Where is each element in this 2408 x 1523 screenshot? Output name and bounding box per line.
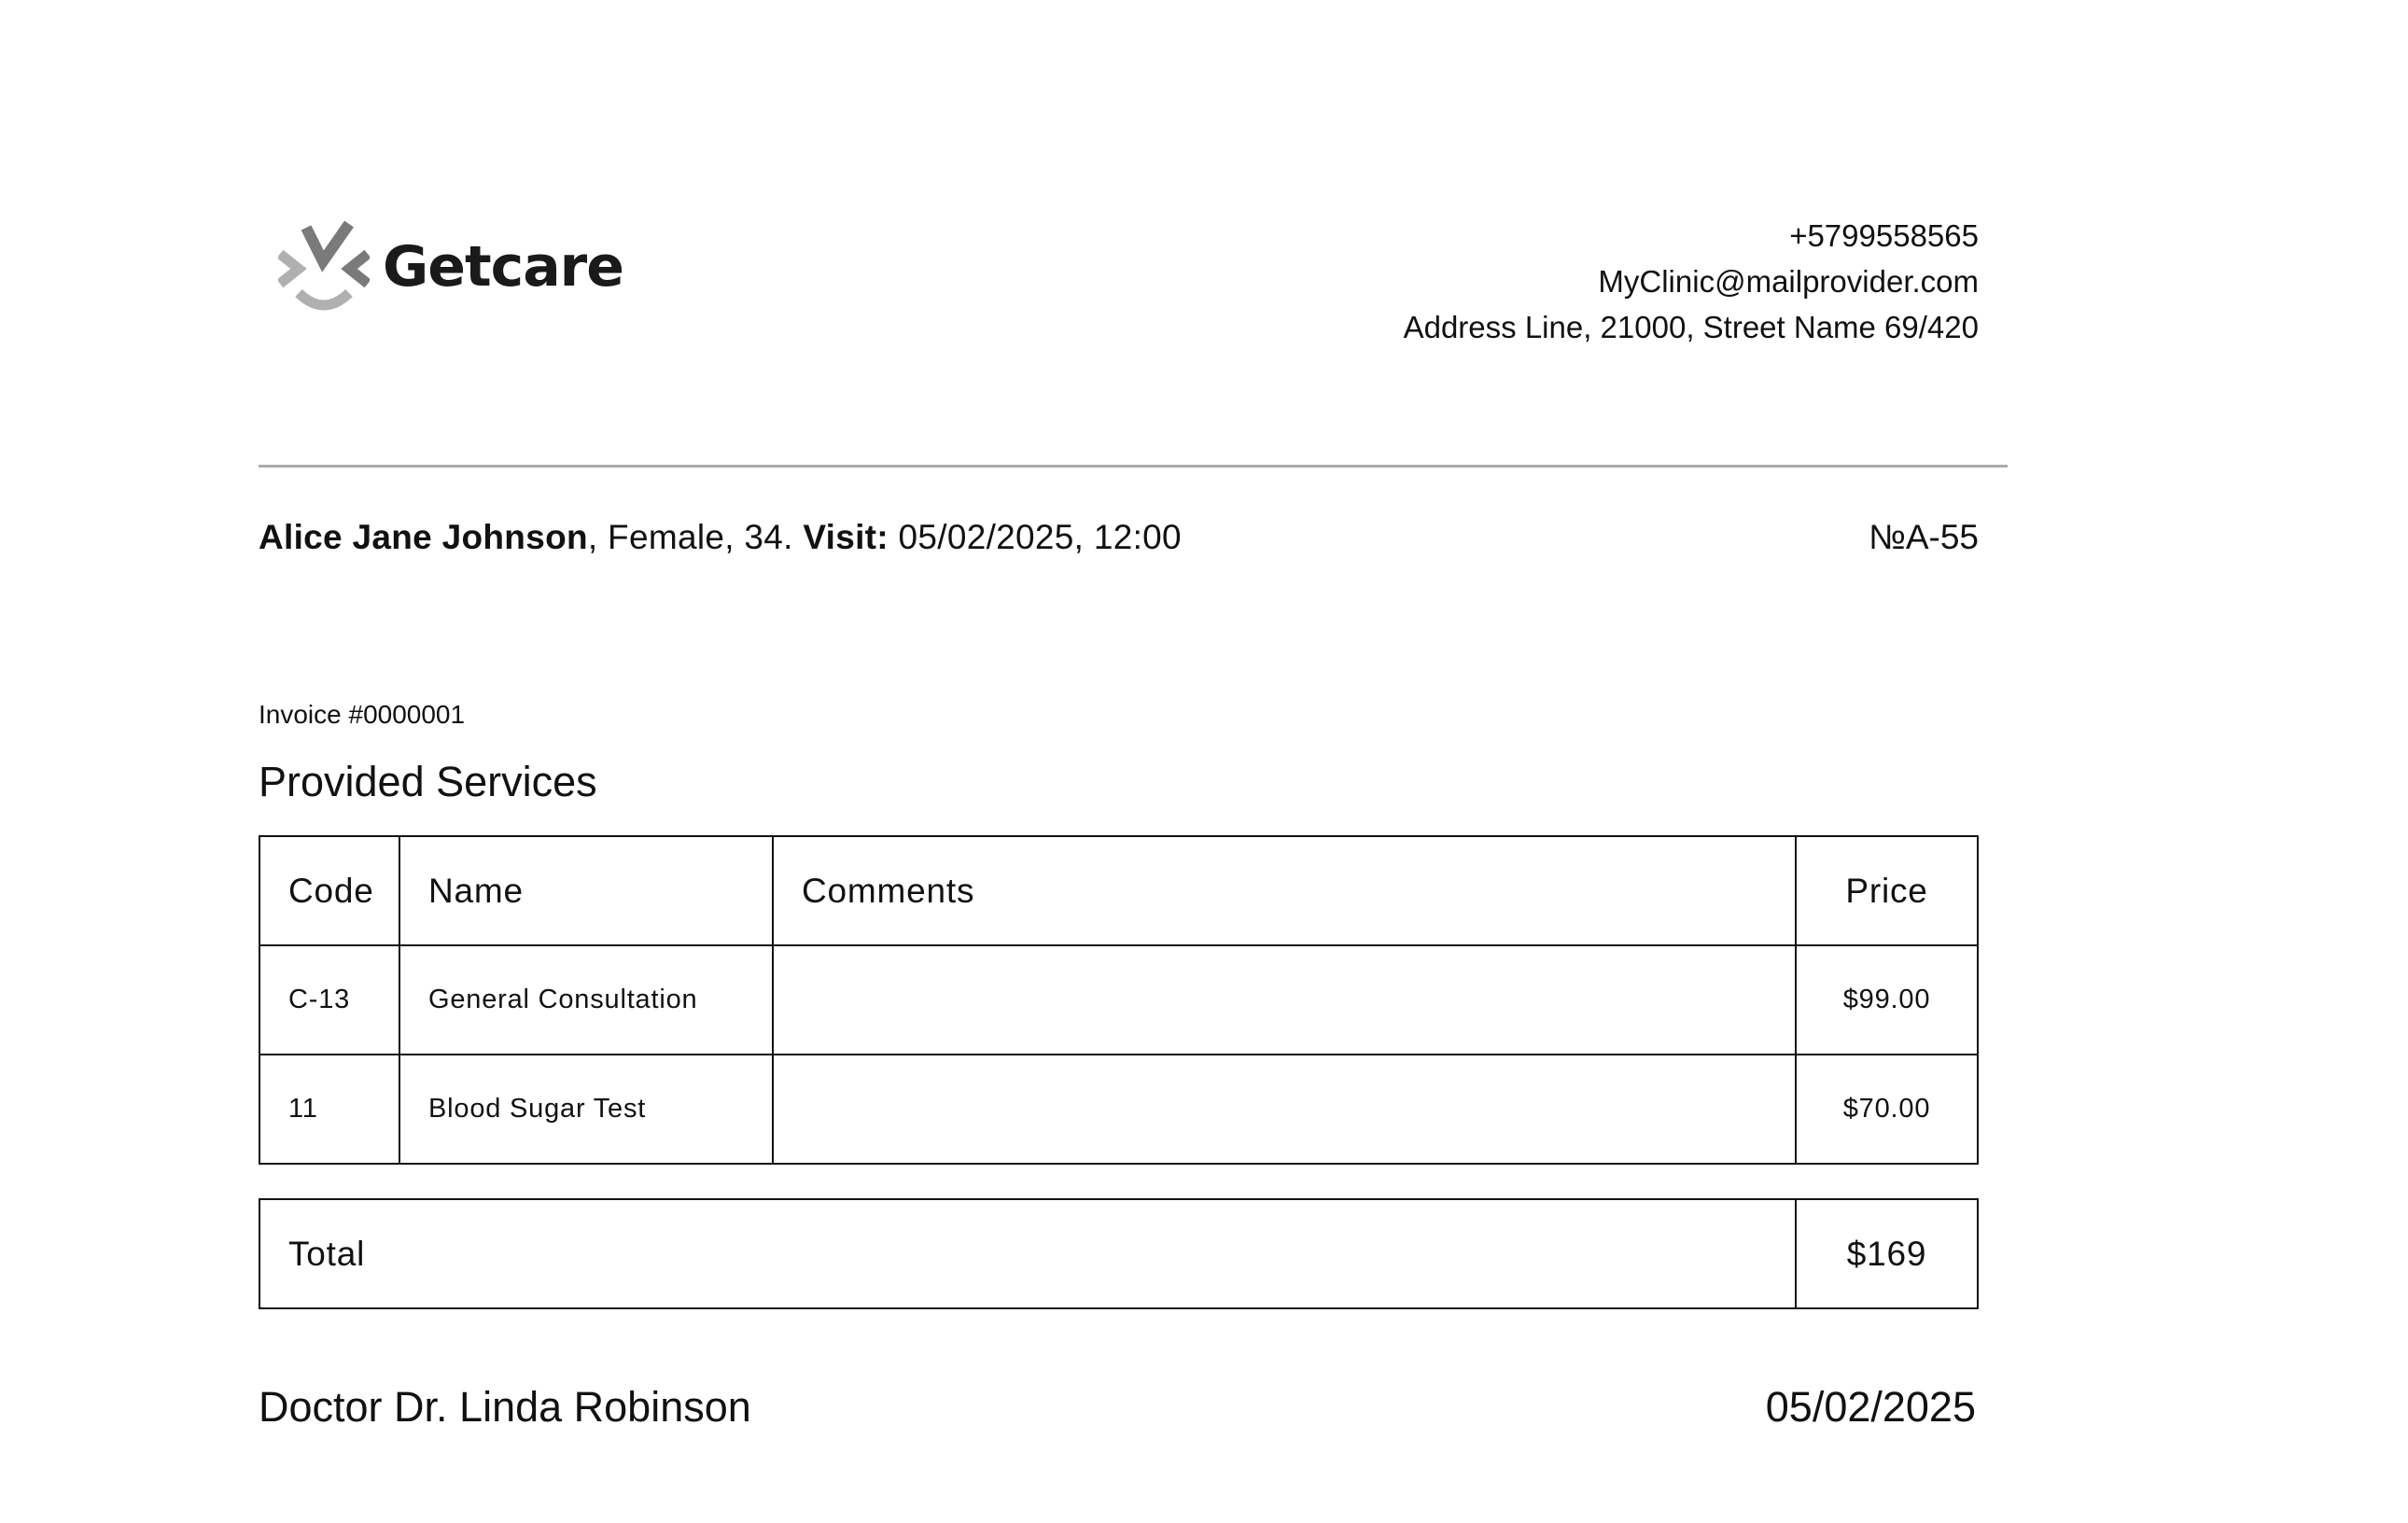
column-header-price: Price [1796,836,1978,945]
invoice-number: Invoice #0000001 [259,700,466,729]
patient-details: , Female, 34. [587,518,804,556]
cell-code: 11 [259,1055,399,1164]
table-row [259,945,1978,1055]
section-title: Provided Services [259,758,597,805]
table-row [259,1055,1978,1164]
visit-label: Visit: [803,518,889,556]
total-table [259,1198,1979,1309]
record-number: №A-55 [1869,518,1979,556]
cell-name: General Consultation [399,945,773,1055]
cell-code: C-13 [259,945,399,1055]
services-table [259,835,1979,1165]
logo-text: Getcare [383,234,623,300]
signature-date: 05/02/2025 [1765,1383,1976,1431]
clinic-email: MyClinic@mailprovider.com [1598,264,1979,299]
cell-comments [773,1055,1796,1164]
total-value: $169 [1796,1199,1978,1308]
table-header-row [259,836,1978,945]
total-label: Total [259,1199,1796,1308]
clinic-logo [278,220,623,314]
cell-price: $70.00 [1796,1055,1978,1164]
getcare-logo-icon [278,220,370,314]
header-divider [259,465,2008,468]
column-header-code: Code [259,836,399,945]
column-header-name: Name [399,836,773,945]
column-header-comments: Comments [773,836,1796,945]
patient-visit-line [259,518,1182,557]
cell-price: $99.00 [1796,945,1978,1055]
doctor-name: Doctor Dr. Linda Robinson [259,1383,751,1431]
clinic-phone: +5799558565 [1789,218,1979,253]
visit-datetime: 05/02/2025, 12:00 [888,518,1182,556]
total-row [259,1199,1978,1308]
patient-name: Alice Jane Johnson [259,518,588,556]
clinic-contact [1404,213,1979,350]
clinic-address: Address Line, 21000, Street Name 69/420 [1403,310,1979,344]
cell-name: Blood Sugar Test [399,1055,773,1164]
cell-comments [773,945,1796,1055]
